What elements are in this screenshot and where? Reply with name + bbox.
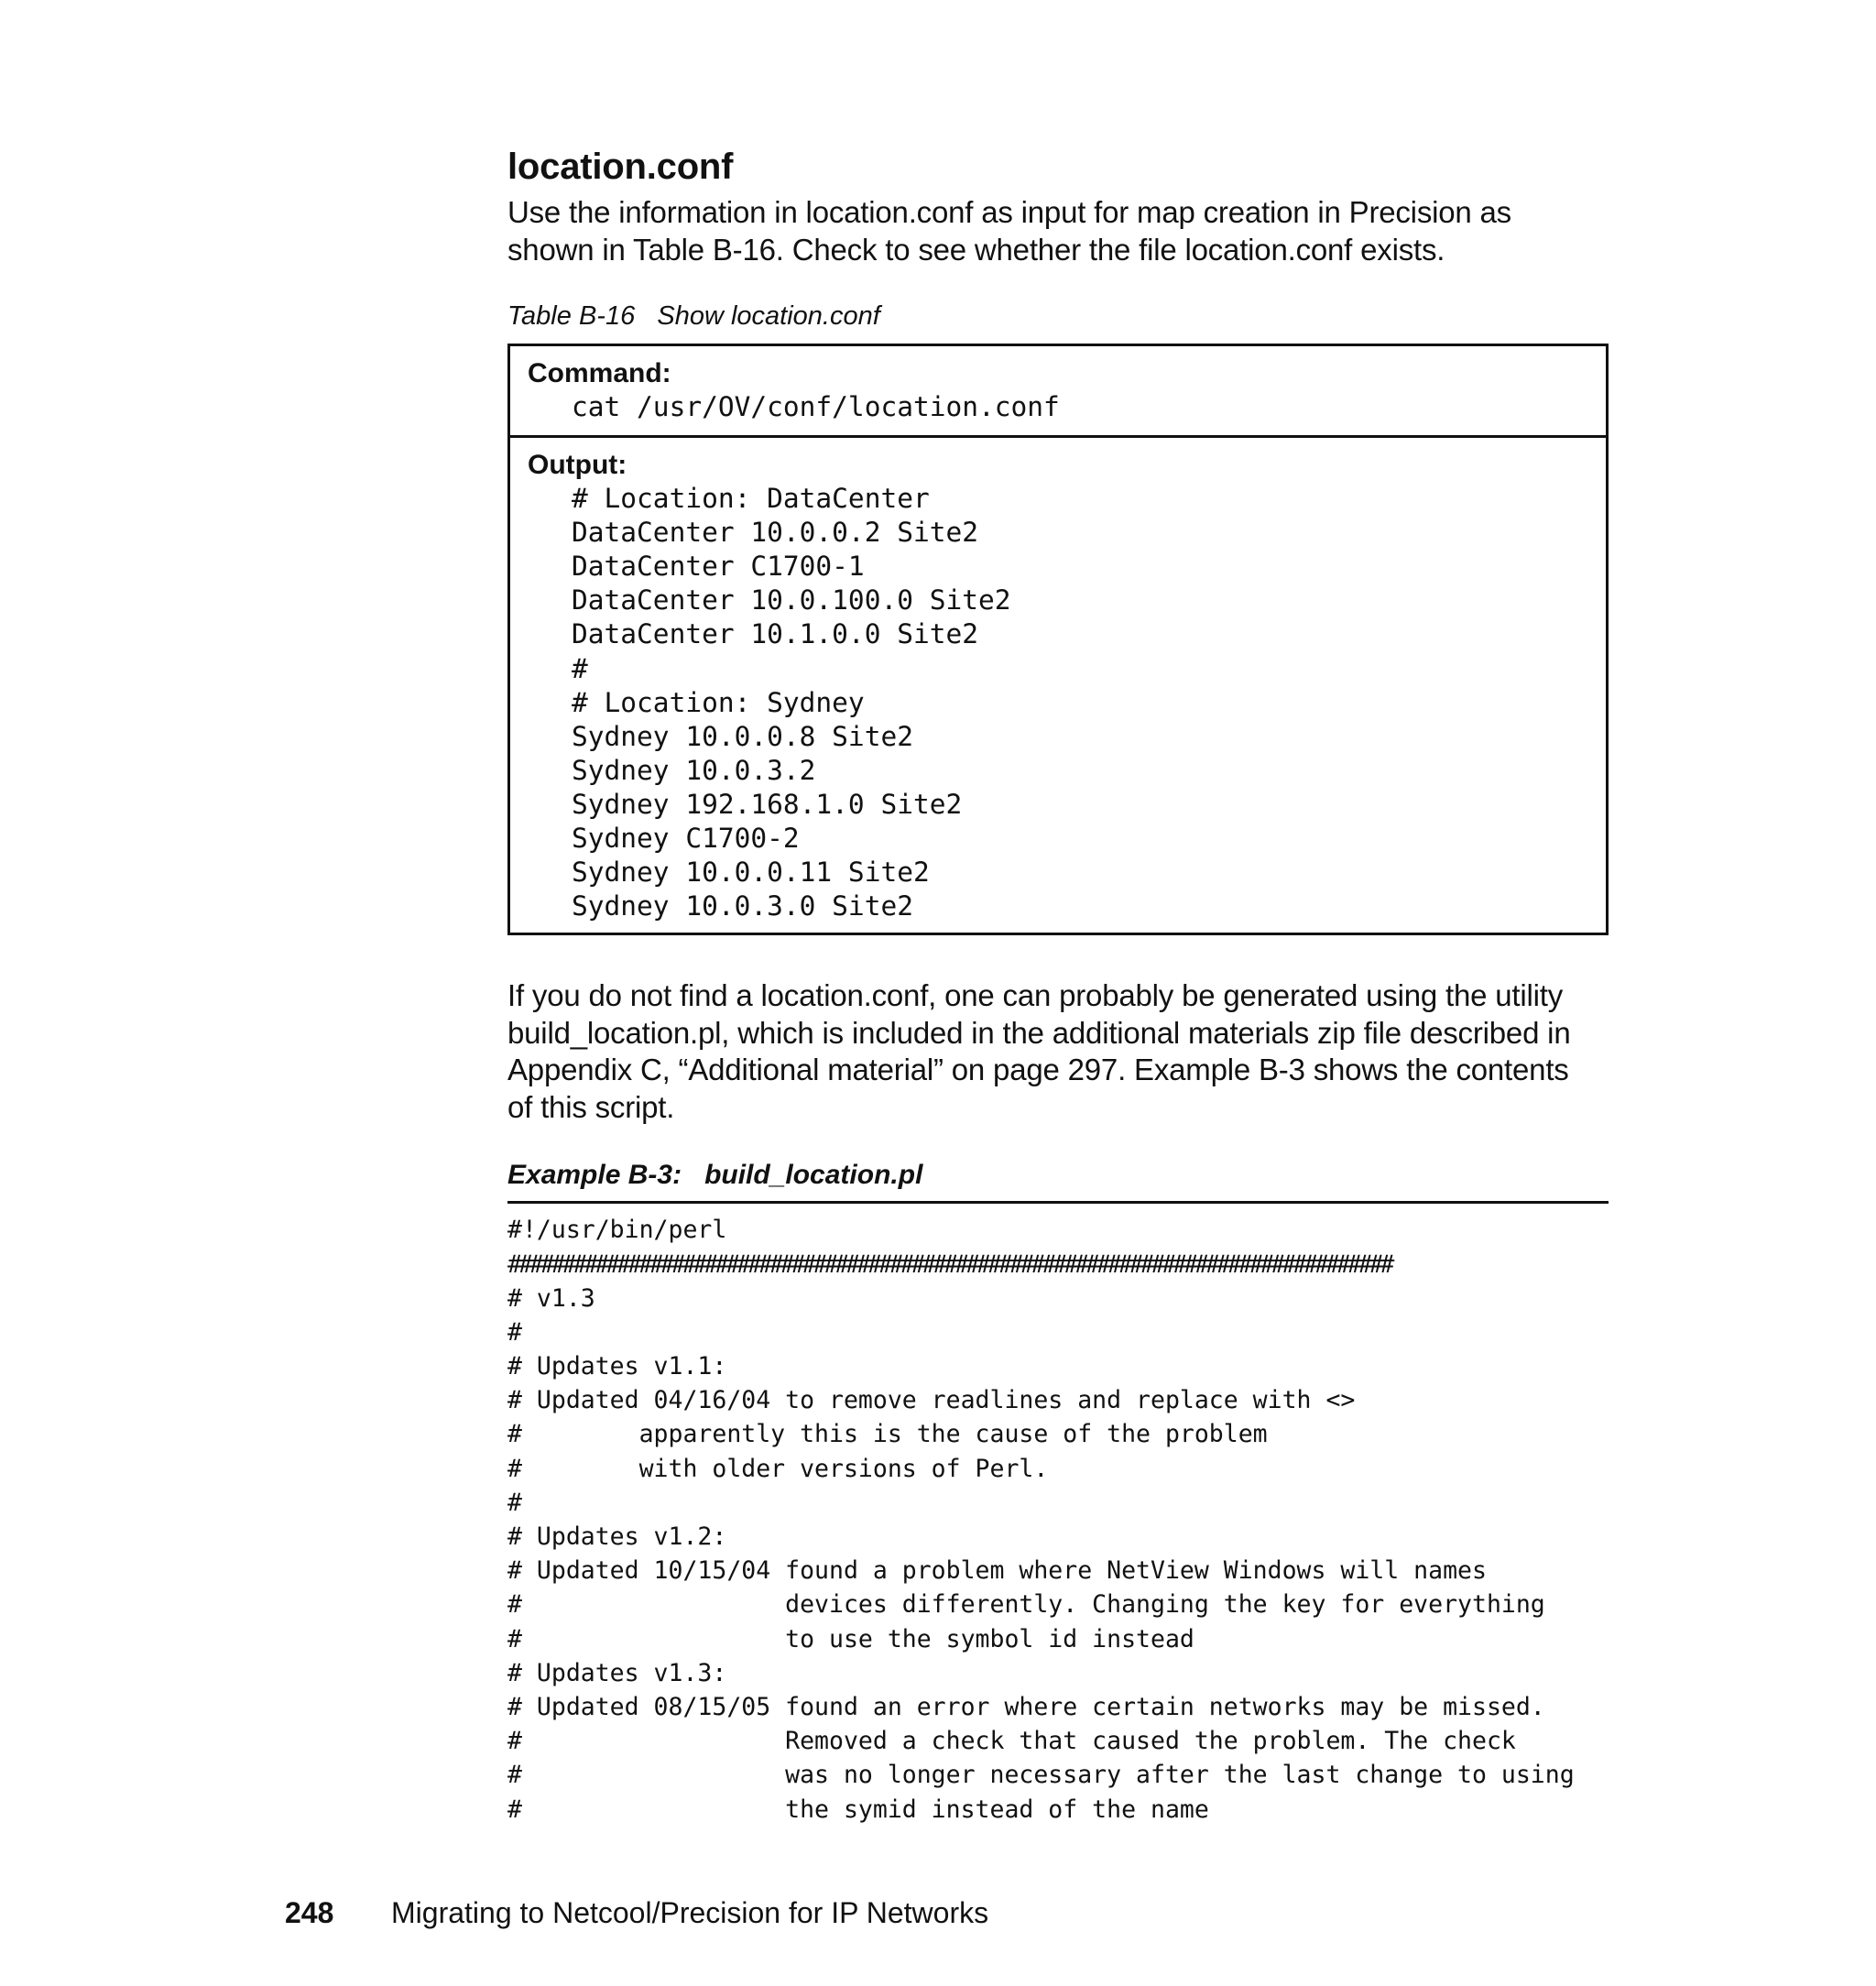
table-caption: Table B-16 Show location.conf [507,301,880,331]
paragraph-line: build_location.pl, which is included in the additional materials zip file described in [507,1015,1571,1050]
output-line: DataCenter 10.1.0.0 Site2 [572,618,979,650]
code-line: #!/usr/bin/perl [507,1216,727,1245]
command-label: Command: [528,358,671,388]
output-line: # Location: Sydney [572,686,865,718]
output-line: Sydney 10.0.3.0 Site2 [572,890,913,922]
output-line: DataCenter 10.0.0.2 Site2 [572,517,979,549]
code-line: # was no longer necessary after the last change to using [507,1761,1575,1790]
code-line: # [507,1488,522,1517]
code-line: # Updated 10/15/04 found a problem where NetView Windows will names [507,1556,1487,1586]
code-line: # Updates v1.2: [507,1522,727,1551]
paragraph-line: If you do not find a location.conf, one can probably be generated using the utility [507,978,1564,1013]
code-line: # devices differently. Changing the key for everything [507,1590,1545,1620]
intro-line: shown in Table B-16. Check to see whether the file location.conf exists. [507,232,1445,267]
command-output-table [507,344,1609,935]
command-cell [510,346,1606,438]
paragraph-line: of this script. [507,1089,675,1124]
code-line: # to use the symbol id instead [507,1624,1194,1653]
code-line: # Updated 08/15/05 found an error where certain networks may be missed. [507,1692,1545,1721]
command-text: cat /usr/OV/conf/location.conf [572,391,1060,422]
output-line: Sydney 10.0.3.2 [572,754,816,786]
output-line: Sydney 10.0.0.8 Site2 [572,720,913,752]
after-table-paragraph [507,977,1609,1126]
code-line: # Updated 04/16/04 to remove readlines and replace with <> [507,1386,1356,1415]
output-cell [510,438,1606,933]
page-footer [285,1894,988,1931]
output-line: # Location: DataCenter [572,483,930,515]
code-line: # the symid instead of the name [507,1795,1209,1824]
code-line: # v1.3 [507,1283,595,1313]
example-caption: Example B-3: build_location.pl [507,1160,923,1191]
output-line: DataCenter 10.0.100.0 Site2 [572,584,1011,617]
code-line: # Removed a check that caused the problem. The check [507,1727,1516,1756]
code-line: ################################################################################# [507,1249,1391,1279]
example-divider [507,1201,1609,1204]
output-line: Sydney 10.0.0.11 Site2 [572,857,930,889]
page-content [507,145,1609,1827]
paragraph-line: Appendix C, “Additional material” on page 297. Example B-3 shows the contents [507,1053,1569,1087]
section-title: location.conf [507,147,734,187]
code-line: # apparently this is the cause of the problem [507,1420,1268,1449]
output-line: Sydney C1700-2 [572,823,800,855]
intro-paragraph [507,194,1609,268]
intro-line: Use the information in location.conf as input for map creation in Precision as [507,195,1511,229]
output-label: Output: [528,450,627,481]
code-line: # [507,1317,522,1347]
code-line: # Updates v1.3: [507,1658,727,1687]
output-line: # [572,652,588,684]
code-listing [507,1213,1609,1826]
page-number: 248 [285,1896,334,1929]
output-line: DataCenter C1700-1 [572,551,865,583]
book-title: Migrating to Netcool/Precision for IP Networks [391,1896,989,1929]
code-line: # Updates v1.1: [507,1352,727,1381]
output-line: Sydney 192.168.1.0 Site2 [572,788,963,820]
code-line: # with older versions of Perl. [507,1454,1049,1483]
